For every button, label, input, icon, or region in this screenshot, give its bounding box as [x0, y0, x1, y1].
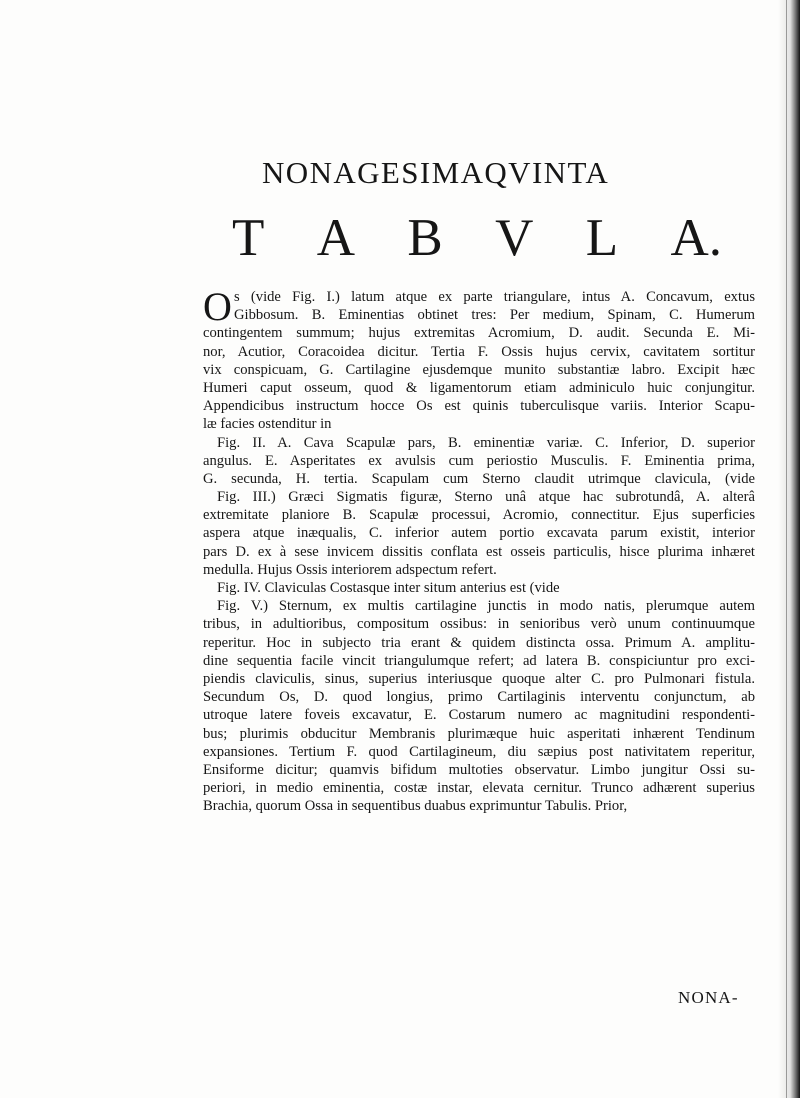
- title-letter: B: [407, 209, 443, 267]
- text-line: Fig. V.) Sternum, ex multis cartilagine junctis in modo natis, plerumque autem: [217, 598, 755, 615]
- dropcap-wrapped-lines: [203, 288, 755, 324]
- plate-heading: NONAGESIMAQVINTA: [262, 155, 610, 190]
- text-line: Brachia, quorum Ossa in sequentibus duabus exprimuntur Tabulis. Prior,: [203, 798, 628, 815]
- text-line: periori, in medio eminentia, costæ instar, elevata cernitur. Trunco adhærent superius: [203, 780, 755, 797]
- page-edge-line: [786, 0, 787, 1098]
- text-line: reperitur. Hoc in subjecto tria erant & quidem distincta ossa. Primum A. amplitu-: [203, 634, 755, 651]
- drop-capital: O: [203, 284, 232, 329]
- text-line: pars D. ex à sese invicem dissitis conflata est osseis particulis, hisce plurima inhæret: [203, 543, 755, 560]
- text-line: Fig. II. A. Cava Scapulæ pars, B. eminentiæ variæ. C. Inferior, D. superior: [217, 434, 755, 451]
- text-line: Secundum Os, D. quod longius, primo Cartilaginis interventu conjunctum, ab: [203, 689, 755, 706]
- text-line: contingentem summum; hujus extremitas Acromium, D. audit. Secunda E. Mi-: [203, 325, 755, 342]
- text-line: bus; plurimis obducitur Membranis plurimæque huic asperitati inhærent Tendinum: [203, 725, 755, 742]
- text-line: medulla. Hujus Ossis interiorem adspectum refert.: [203, 561, 497, 578]
- text-line: s (vide Fig. I.) latum atque ex parte triangulare, intus A. Concavum, extus: [234, 289, 755, 305]
- text-line: nor, Acutior, Coracoidea dicitur. Tertia F. Ossis hujus cervix, cavitatem sortitur: [203, 343, 755, 360]
- text-line: læ facies ostenditur in: [203, 416, 332, 433]
- text-line: piendis claviculis, sinus, superius interiusque quoque alter C. pro Pulmonari fistula.: [203, 670, 755, 687]
- plate-title: [232, 208, 722, 268]
- text-line: angulus. E. Asperitates ex avulsis cum periostio Musculis. F. Eminentia prima,: [203, 452, 755, 469]
- text-line: tribus, in adultioribus, compositum ossibus: in senioribus verò unum continuumque: [203, 616, 755, 633]
- text-line: Gibbosum. B. Eminentias obtinet tres: Per medium, Spinam, C. Humerum: [234, 307, 755, 324]
- title-letter: A: [316, 209, 356, 267]
- text-line: Humeri caput osseum, quod & ligamentorum etiam adminiculo huic conjungitur.: [203, 379, 755, 396]
- title-letter: V: [495, 209, 534, 267]
- text-line: expansiones. Tertium F. quod Cartilagineum, diu sæpius post nativitatem reperitur,: [203, 743, 755, 760]
- page-edge-shadow: [778, 0, 800, 1098]
- text-line: G. secunda, H. tertia. Scapulam cum Sterno claudit utrimque clavicula, (vide: [203, 470, 755, 487]
- text-line: dine sequentia facile vincit triangulumque refert; ad latera B. conspiciuntur pro exci-: [203, 652, 755, 669]
- text-line: utroque latere foveis excavatur, E. Costarum numero ac magnitudini respondenti-: [203, 707, 755, 724]
- text-line: Fig. IV. Claviculas Costasque inter situm anterius est (vide: [217, 580, 560, 596]
- text-line: Appendicibus instructum hocce Os est quinis tuberculisque variis. Interior Scapu-: [203, 398, 755, 415]
- title-letter: T: [232, 209, 265, 267]
- text-line: aspera atque inæqualis, C. inferior autem portio excavata parum existit, interior: [203, 525, 755, 542]
- text-line: Fig. III.) Græci Sigmatis figuræ, Sterno unâ atque hac subrotundâ, A. alterâ: [217, 489, 755, 506]
- body-text: [203, 284, 755, 815]
- title-letter: L: [585, 209, 619, 267]
- text-line: extremitate planiore B. Scapulæ processui, Acromio, connectitur. Ejus superficies: [203, 507, 755, 524]
- text-line: Ensiforme dicitur; quamvis bifidum multoties observatur. Limbo jungitur Ossi su-: [203, 761, 755, 778]
- catchword: NONA-: [678, 988, 739, 1007]
- title-letter: A.: [670, 209, 722, 267]
- text-line: vix conspicuam, G. Cartilagine ejusdemque munito substantiæ labro. Excipit hæc: [203, 361, 755, 378]
